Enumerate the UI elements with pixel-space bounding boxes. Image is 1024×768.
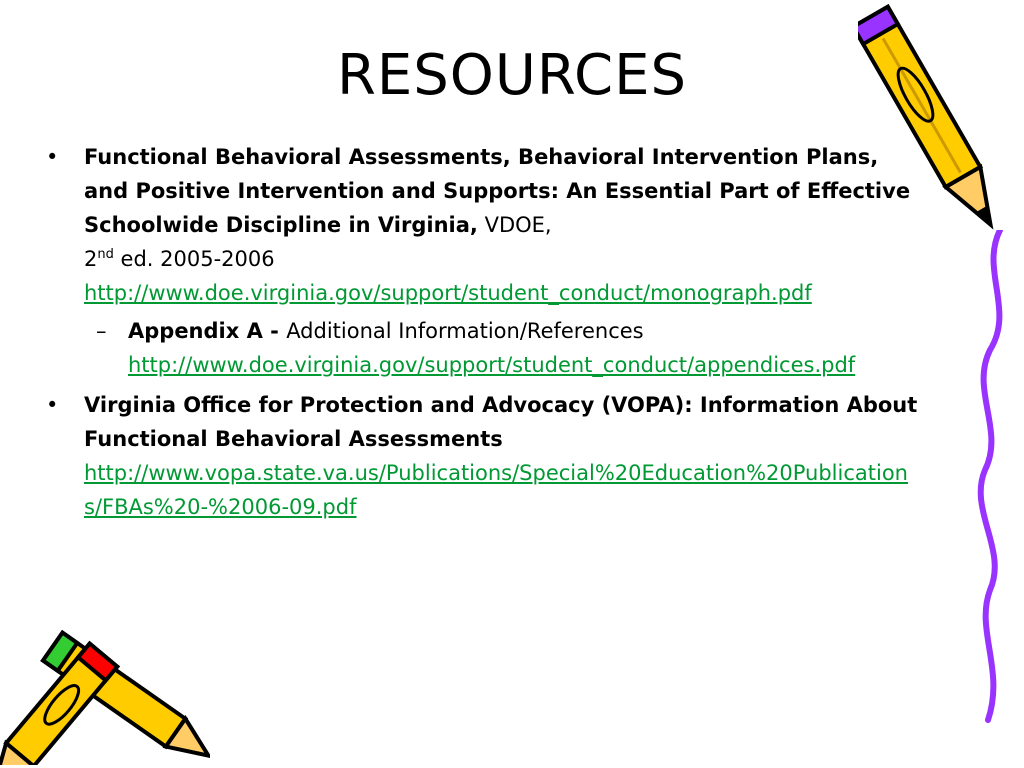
pencils-clipart-icon — [0, 620, 210, 765]
dash-marker: – — [96, 319, 107, 343]
appendices-link[interactable]: http://www.doe.virginia.gov/support/student_conduct/appendices.pdf — [128, 353, 856, 377]
edition-suffix: nd — [97, 247, 114, 262]
edition-number: 2 — [84, 247, 98, 271]
bullet-marker: • — [46, 393, 59, 417]
resource-publisher: VDOE, — [477, 213, 552, 237]
bullet-item-vopa — [40, 388, 920, 524]
edition-years: ed. 2005-2006 — [113, 247, 275, 271]
slide-content — [40, 140, 920, 528]
vopa-link[interactable]: http://www.vopa.state.va.us/Publications/Special%20Education%20Publications/FBAs%20-%2006-09.pdf — [84, 461, 908, 519]
bullet-marker: • — [46, 145, 59, 169]
slide-title: RESOURCES — [336, 43, 688, 108]
appendix-text: Additional Information/References — [286, 319, 644, 343]
resource-title: Virginia Office for Protection and Advocacy (VOPA): Information About Functional Behavioral Assessments — [84, 393, 918, 451]
scribble-line-icon — [960, 230, 1024, 730]
bullet-item-fba — [40, 140, 920, 310]
monograph-link[interactable]: http://www.doe.virginia.gov/support/student_conduct/monograph.pdf — [84, 281, 812, 305]
sub-bullet-appendix — [40, 314, 920, 382]
resource-title: Functional Behavioral Assessments, Behavioral Intervention Plans, and Positive Intervention and Supports: An Essential Part of Effective Schoolwide Discipline in Virginia, — [84, 145, 911, 237]
appendix-label: Appendix A - — [128, 319, 287, 343]
pencil-clipart-icon — [858, 0, 1008, 250]
